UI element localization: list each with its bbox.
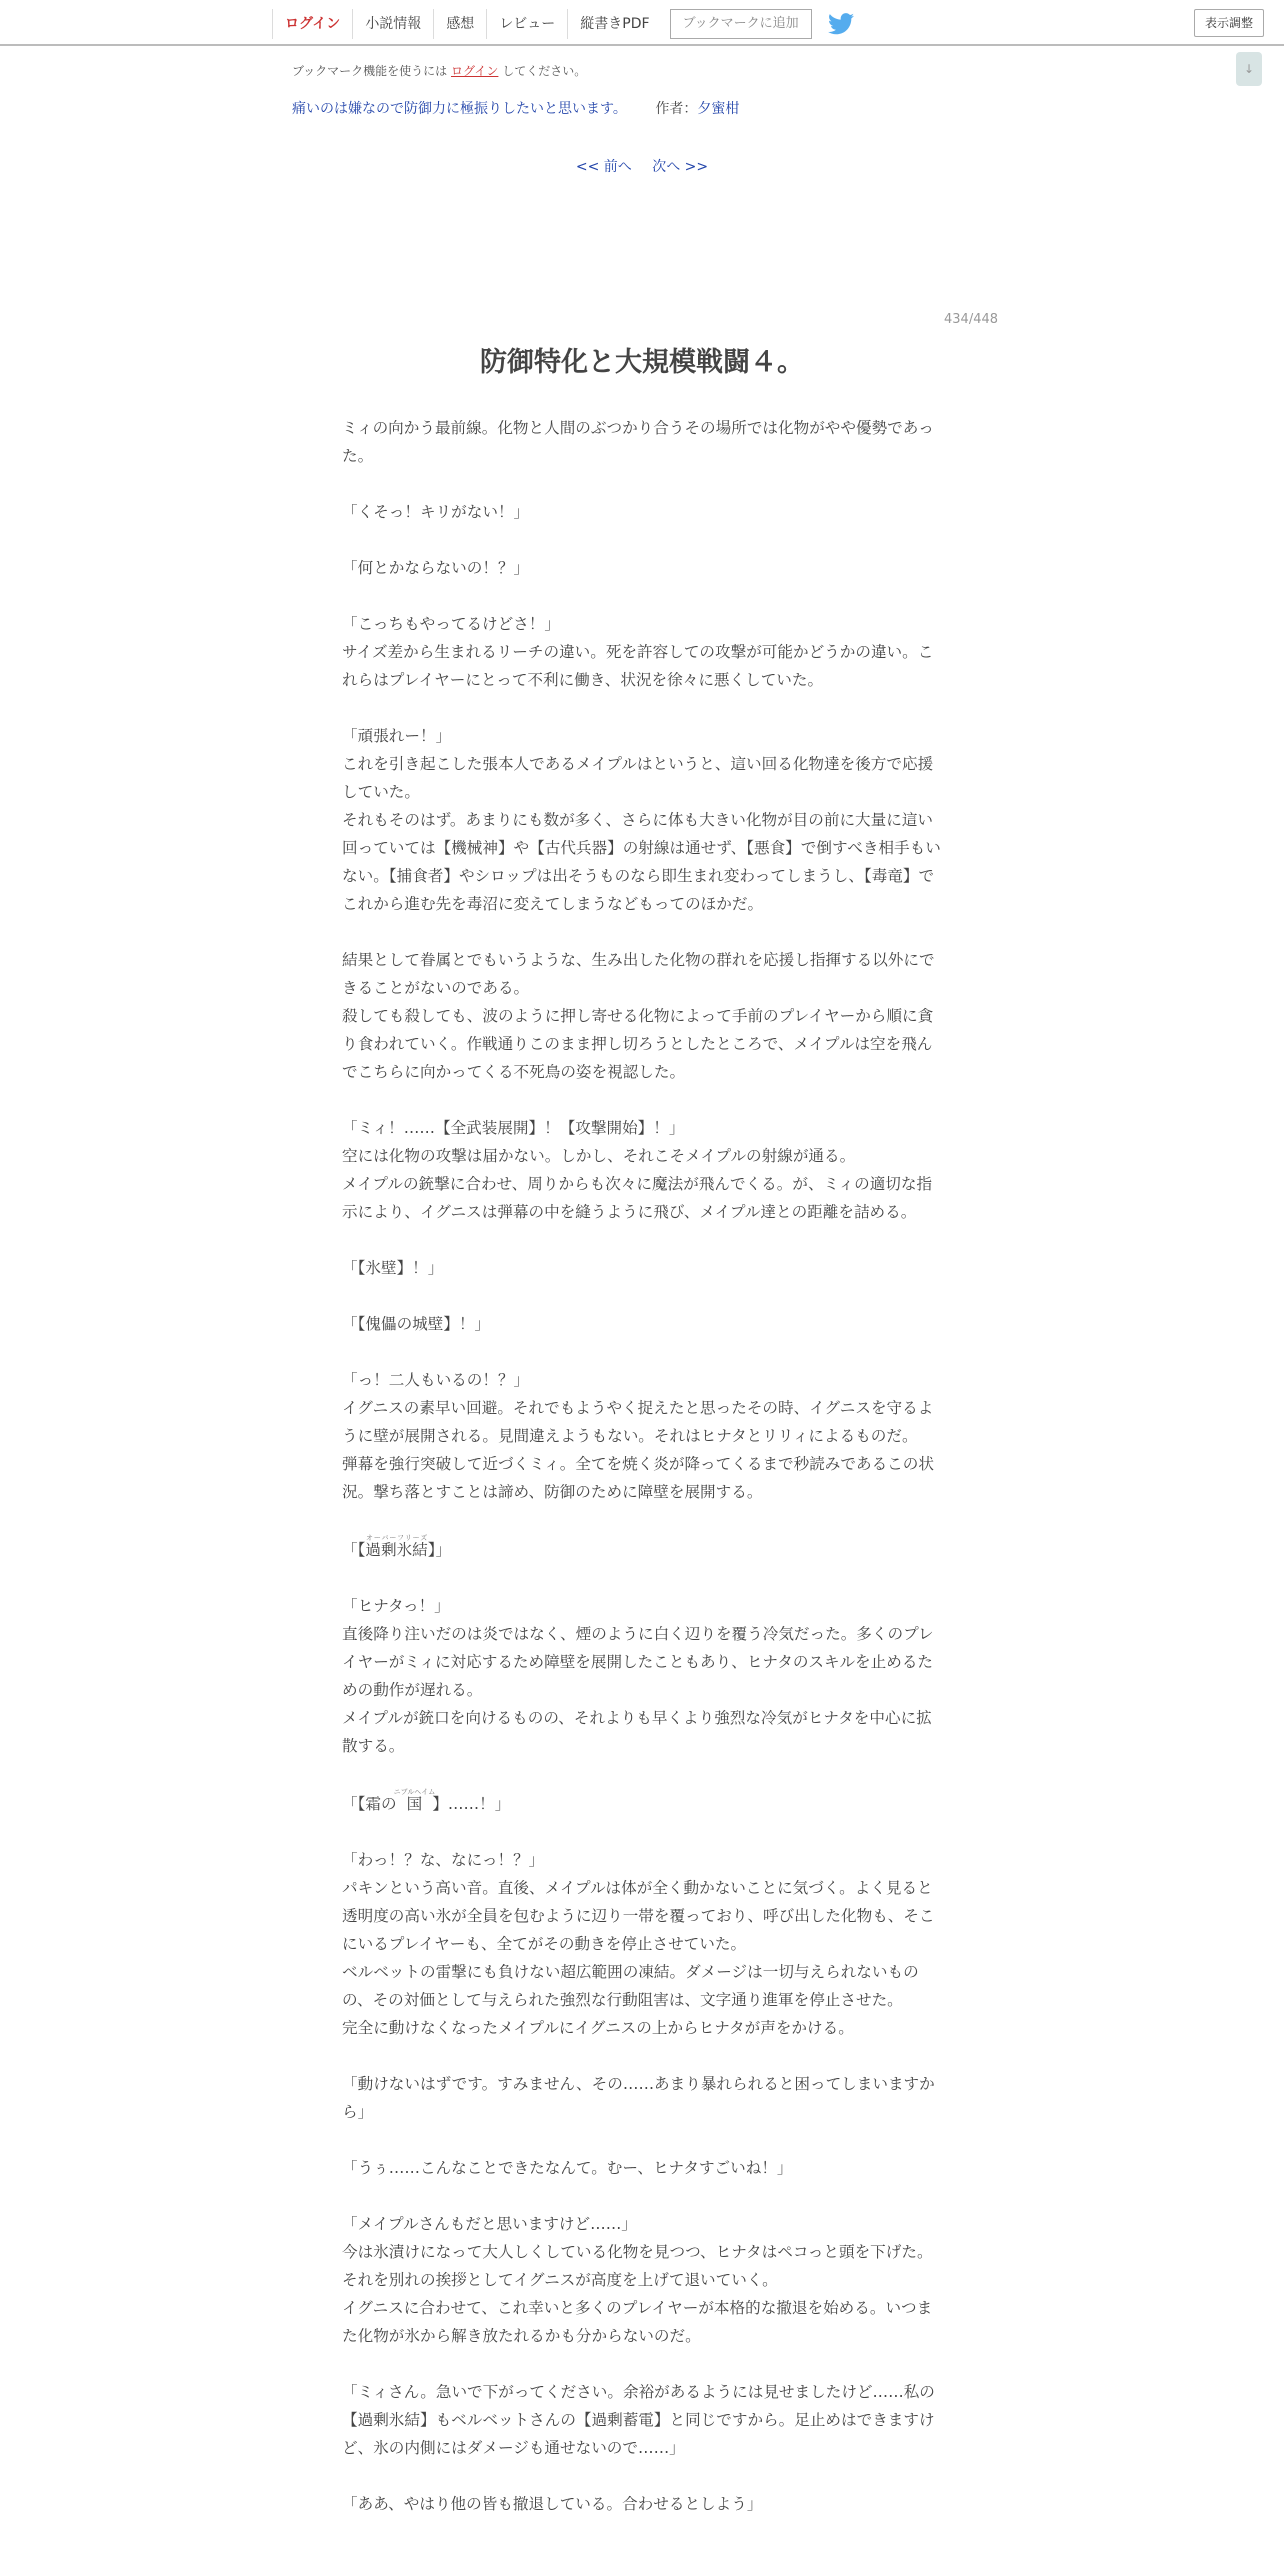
body-paragraph: 「ミィ！……【全武装展開】！【攻撃開始】！」	[342, 1119, 685, 1137]
body-paragraph	[342, 1818, 942, 1846]
body-paragraph: 「わっ！？な、なにっ！？」	[342, 1851, 545, 1869]
body-paragraph: 弾幕を強行突破して近づくミィ。全てを焼く炎が降ってくるまで秒読みであるこの状況。撃ち落とすことは諦め、防御のために障壁を展開する。	[342, 1455, 934, 1501]
vertical-pdf-link[interactable]: 縦書きPDF	[567, 9, 661, 39]
top-navigation-bar	[0, 0, 1284, 46]
body-paragraph: それもそのはず。あまりにも数が多く、さらに体も大きい化物が目の前に大量に這い回っていては【機械神】や【古代兵器】の射線は通せず、【悪食】で倒すべき相手もいない。【捕食者】やシロップは出そうものなら即生まれ変わってしまうし、【毒竜】でこれから進む先を毒沼に変えてしまうなどもってのほかだ。	[342, 811, 941, 913]
body-paragraph: メイプルの銃撃に合わせ、周りからも次々に魔法が飛んでくる。が、ミィの適切な指示により、イグニスは弾幕の中を縫うように飛び、メイプル達との距離を詰める。	[342, 1175, 933, 1221]
body-paragraph	[342, 1338, 942, 1366]
body-paragraph: 直後降り注いだのは炎ではなく、煙のように白く辺りを覆う冷気だった。多くのプレイヤーがミィに対応するため障壁を展開したこともあり、ヒナタのスキルを止めるための動作が遅れる。	[342, 1625, 934, 1699]
body-paragraph	[342, 1086, 942, 1114]
ruby-overfreeze: 過剰氷結オーバーフリーズ	[365, 1534, 428, 1559]
body-paragraph	[342, 526, 942, 554]
body-paragraph: 「っ！二人もいるの！？」	[342, 1371, 530, 1389]
body-paragraph: 殺しても殺しても、波のように押し寄せる化物によって手前のプレイヤーから順に貪り食われていく。作戦通りこのまま押し切ろうとしたところで、メイプルは空を飛んでこちらに向かってくる不死鳥の姿を視認した。	[342, 1007, 934, 1081]
body-paragraph: これを引き起こした張本人であるメイプルはというと、這い回る化物達を後方で応援していた。	[342, 755, 934, 801]
chapter-pager	[0, 156, 1284, 176]
prev-chapter-link[interactable]: << 前へ	[575, 159, 632, 175]
next-chapter-link[interactable]: 次へ >>	[652, 159, 709, 175]
body-paragraph: 「【氷壁】！」	[342, 1259, 444, 1277]
novel-info-link[interactable]: 小説情報	[352, 9, 433, 39]
body-paragraph: 「【傀儡の城壁】！」	[342, 1315, 491, 1333]
main-nav	[272, 8, 854, 40]
body-paragraph: 完全に動けなくなったメイプルにイグニスの上からヒナタが声をかける。	[342, 2019, 854, 2037]
body-paragraph: メイプルが銃口を向けるものの、それよりも早くより強烈な冷気がヒナタを中心に拡散する。	[342, 1709, 932, 1755]
body-paragraph: 「ヒナタっ！」	[342, 1597, 450, 1615]
body-paragraph: 空には化物の攻撃は届かない。しかし、それこそメイプルの射線が通る。	[342, 1147, 856, 1165]
review-link[interactable]: レビュー	[486, 9, 567, 39]
bookmark-notice-suffix: してください。	[502, 64, 587, 78]
body-paragraph	[342, 1760, 942, 1788]
add-bookmark-button[interactable]: ブックマークに追加	[670, 9, 812, 39]
bookmark-notice	[292, 62, 586, 79]
bookmark-notice-prefix: ブックマーク機能を使うには	[292, 64, 448, 78]
login-link[interactable]: ログイン	[272, 9, 352, 39]
body-paragraph: パキンという高い音。直後、メイプルは体が全く動かないことに気づく。よく見ると透明度の高い氷が全員を包むように辺り一帯を覆っており、呼び出した化物も、そこにいるプレイヤーも、全てがその動きを停止させていた。	[342, 1879, 935, 1953]
body-paragraph	[342, 1564, 942, 1592]
body-paragraph: ベルベットの雷撃にも負けない超広範囲の凍結。ダメージは一切与えられないものの、その対価として与えられた強烈な行動阻害は、文字通り進軍を停止させた。	[342, 1963, 919, 2009]
body-paragraph: 「動けないはずです。すみません、その……あまり暴れられると困ってしまいますから」	[342, 2075, 935, 2121]
body-paragraph: 「【霜の国ニブルヘイム】……！」	[342, 1788, 511, 1813]
author-label: 作者：	[655, 101, 698, 117]
body-paragraph: 「メイプルさんもだと思いますけど……」	[342, 2215, 637, 2233]
body-paragraph	[342, 2042, 942, 2070]
body-paragraph	[342, 1506, 942, 1534]
scroll-down-icon[interactable]: ↓	[1236, 52, 1262, 86]
chapter-number: 434/448	[944, 312, 999, 327]
body-paragraph	[342, 1282, 942, 1310]
chapter-title: 防御特化と大規模戦闘４。	[480, 347, 804, 378]
bookmark-notice-login-link[interactable]: ログイン	[451, 64, 499, 78]
body-paragraph	[342, 2350, 942, 2378]
body-paragraph: 結果として眷属とでもいうような、生み出した化物の群れを応援し指揮する以外にできることがないのである。	[342, 951, 935, 997]
impressions-link[interactable]: 感想	[433, 9, 486, 39]
chapter-body	[342, 414, 942, 2518]
novel-header	[292, 98, 739, 118]
body-paragraph: 「うぅ……こんなことできたなんて。むー、ヒナタすごいね！」	[342, 2159, 793, 2177]
twitter-icon[interactable]	[828, 13, 854, 35]
body-paragraph: 「くそっ！キリがない！」	[342, 503, 530, 521]
body-paragraph	[342, 2182, 942, 2210]
body-paragraph: イグニスに合わせて、これ幸いと多くのプレイヤーが本格的な撤退を始める。いつまた化物が氷から解き放たれるかも分からないのだ。	[342, 2299, 933, 2345]
author-link[interactable]: 夕蜜柑	[697, 101, 740, 117]
body-paragraph: 「ああ、やはり他の皆も撤退している。合わせるとしよう」	[342, 2495, 763, 2513]
body-paragraph: 今は氷漬けになって大人しくしている化物を見つつ、ヒナタはペコっと頭を下げた。それを別れの挨拶としてイグニスが高度を上げて退いていく。	[342, 2243, 933, 2289]
novel-title-link[interactable]: 痛いのは嫌なので防御力に極振りしたいと思います。	[292, 101, 627, 117]
body-paragraph	[342, 918, 942, 946]
body-paragraph: 「頑張れー！」	[342, 727, 452, 745]
body-paragraph	[342, 694, 942, 722]
body-paragraph	[342, 470, 942, 498]
body-paragraph	[342, 1226, 942, 1254]
body-paragraph: イグニスの素早い回避。それでもようやく捉えたと思ったその時、イグニスを守るように壁が展開される。見間違えようもない。それはヒナタとリリィによるものだ。	[342, 1399, 934, 1445]
ruby-niflheim: 国ニブルヘイム	[393, 1788, 436, 1813]
display-adjust-button[interactable]: 表示調整	[1194, 9, 1264, 37]
body-paragraph: 「何とかならないの！？」	[342, 559, 530, 577]
body-paragraph: 「こっちもやってるけどさ！」	[342, 615, 561, 633]
body-paragraph: 「【過剰氷結オーバーフリーズ】」	[342, 1534, 452, 1559]
body-paragraph: サイズ差から生まれるリーチの違い。死を許容しての攻撃が可能かどうかの違い。これらはプレイヤーにとって不利に働き、状況を徐々に悪くしていた。	[342, 643, 934, 689]
body-paragraph: ミィの向かう最前線。化物と人間のぶつかり合うその場所では化物がやや優勢であった。	[342, 419, 934, 465]
body-paragraph: 「ミィさん。急いで下がってください。余裕があるようには見せましたけど……私の【過剰氷結】もベルベットさんの【過剰蓄電】と同じですから。足止めはできますけど、氷の内側にはダメージも通せないので……」	[342, 2383, 935, 2457]
body-paragraph	[342, 2462, 942, 2490]
body-paragraph	[342, 2126, 942, 2154]
body-paragraph	[342, 582, 942, 610]
